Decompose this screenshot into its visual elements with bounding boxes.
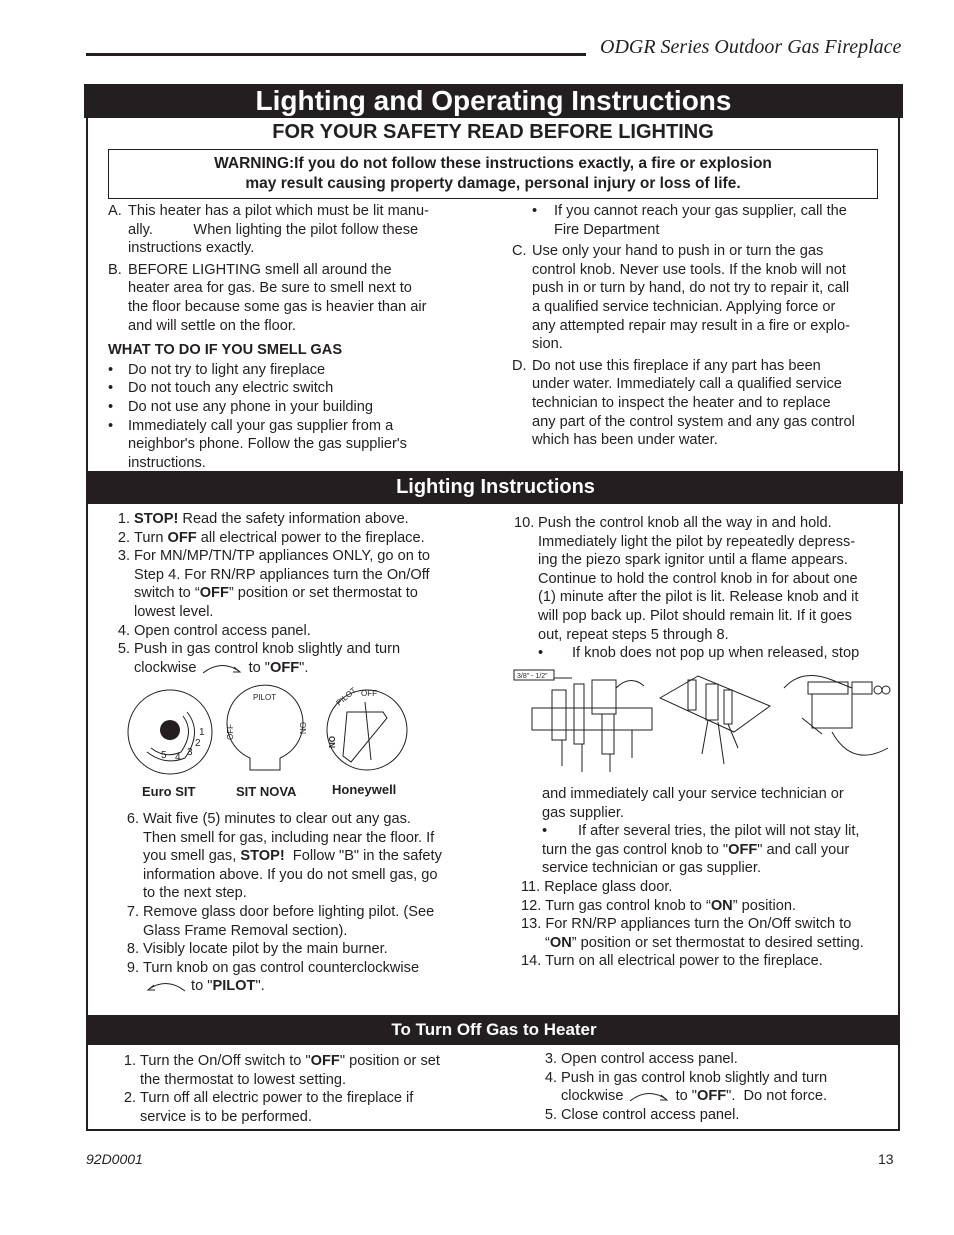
turn-off-right-column xyxy=(535,1050,895,1124)
sit-nova-label: SIT NOVA xyxy=(236,784,297,799)
clockwise-arrow-icon xyxy=(201,661,245,675)
series-title: ODGR Series Outdoor Gas Fireplace xyxy=(600,36,902,58)
step-1: 1. STOP! Read the safety information above. xyxy=(117,511,409,527)
step-7: 7. Remove glass door before lighting pilot. (See Glass Frame Removal section). xyxy=(126,903,435,939)
step-12: 12. Turn gas control knob to “ON” position. xyxy=(521,897,796,914)
step-11: 11. Replace glass door. xyxy=(521,878,673,895)
step-3: 3. For MN/MP/TN/TP appliances ONLY, go on to Step 4. For RN/RP appliances turn the On/Off switch to “OFF” position or set thermostat to lowest level. xyxy=(117,548,431,620)
safety-left-column xyxy=(108,202,468,472)
pilot-assembly-3 xyxy=(784,676,890,756)
clockwise-arrow-icon xyxy=(628,1089,672,1103)
turn-off-step-5: 5. Close control access panel. xyxy=(544,1106,740,1123)
safety-item-a: A. This heater has a pilot which must be lit manu- ally. When lighting the pilot follow these instructions exactly. xyxy=(108,203,429,257)
safety-item-b: B. BEFORE LIGHTING smell all around the heater area for gas. Be sure to smell next to the floor because some gas is heavier than air and will settle on the floor. xyxy=(108,261,427,334)
pilot-wont-stay-bullet: • If after several tries, the pilot will not stay lit, turn the gas control knob to "OFF" and call your service technician or gas supplier. xyxy=(542,823,860,877)
turn-off-step-3: 3. Open control access panel. xyxy=(544,1051,738,1067)
header-rule xyxy=(86,53,586,56)
honeywell-pilot-label: PILOT xyxy=(334,685,359,708)
lighting-left-column xyxy=(108,510,488,677)
safety-right-column xyxy=(512,202,892,450)
warning-box xyxy=(108,149,878,199)
step-14: 14. Turn on all electrical power to the fireplace. xyxy=(521,953,823,970)
doc-number: 92D0001 xyxy=(86,1151,143,1167)
step-2: 2. Turn OFF all electrical power to the fireplace. xyxy=(117,529,425,546)
step-6: 6. Wait five (5) minutes to clear out any gas. Then smell for gas, including near the floor. If you smell gas, STOP! Follow "B" in the safety information above. If you do not smell gas, go to the next step. xyxy=(126,811,442,902)
step-10-continued: and immediately call your service technician or gas supplier. xyxy=(542,786,844,821)
turn-off-left-column xyxy=(114,1052,484,1126)
euro-dial-number: 1 xyxy=(199,727,205,738)
euro-sit-label: Euro SIT xyxy=(142,784,196,799)
euro-dial-number: 2 xyxy=(195,738,201,749)
honeywell-off-label: OFF xyxy=(361,689,377,698)
fire-dept-bullet: • If you cannot reach your gas supplier, call the Fire Department xyxy=(532,203,847,238)
step-8: 8. Visibly locate pilot by the main burner. xyxy=(126,941,388,958)
gas-knob-illustrations xyxy=(125,682,425,782)
pilot-assembly-1 xyxy=(514,670,652,772)
nova-off-label: OFF xyxy=(226,724,235,740)
step-9: 9. Turn knob on gas control counterclockwise to "PILOT". xyxy=(126,959,420,995)
pilot-assembly-2 xyxy=(660,676,770,764)
turn-off-heading: To Turn Off Gas to Heater xyxy=(88,1015,900,1045)
nova-pilot-label: PILOT xyxy=(253,693,277,702)
pilot-assembly-illustrations xyxy=(512,668,894,774)
euro-dial-number: 3 xyxy=(187,747,193,758)
warning-line-1: WARNING:If you do not follow these instructions exactly, a fire or explosion xyxy=(214,155,772,172)
honeywell-on-label: ON xyxy=(327,736,336,748)
smell-bullet: • Do not touch any electric switch xyxy=(108,380,334,397)
step-10: 10. Push the control knob all the way in and hold. Immediately light the pilot by repeatedly depress- ing the piezo spark ignitor until a flame appears. Continue to hold the control knob in for about one (1) minute after the pilot is lit. Release knob and it will pop back up. Pilot should remain lit. If it goes out, repeat steps 5 through 8. xyxy=(514,515,859,643)
smell-bullet: • Do not try to light any fireplace xyxy=(108,361,326,378)
page-number: 13 xyxy=(878,1151,894,1167)
smell-bullet: • Do not use any phone in your building xyxy=(108,398,374,415)
lighting-heading: Lighting Instructions xyxy=(88,471,903,504)
step-5: 5. Push in gas control knob slightly and turn clockwise to "OFF". xyxy=(117,641,401,676)
safety-item-c: C. Use only your hand to push in or turn the gas control knob. Never use tools. If the knob will not push in or turn by hand, do not try to repair it, call a qualified service technician. Applying force or any attempted repair may result in a fire or explo- sion. xyxy=(512,243,850,353)
turn-off-step-4: 4. Push in gas control knob slightly and turn clockwise to "OFF". Do not force. xyxy=(544,1069,828,1105)
honeywell-knob xyxy=(327,686,407,770)
smell-bullet: • Immediately call your gas supplier from a neighbor's phone. Follow the gas supplier's instructions. xyxy=(108,417,407,471)
smell-gas-heading: WHAT TO DO IF YOU SMELL GAS xyxy=(108,342,343,359)
euro-dial-number: 4 xyxy=(175,752,181,763)
safety-item-d: D. Do not use this fireplace if any part has been under water. Immediately call a qualified service technician to inspect the heater and to replace any part of the control system and any gas control which has been under water. xyxy=(512,357,855,449)
step-13: 13. For RN/RP appliances turn the On/Off switch to “ON” position or set thermostat to desired setting. xyxy=(521,916,864,951)
safety-heading: FOR YOUR SAFETY READ BEFORE LIGHTING xyxy=(272,121,714,143)
lighting-right-column xyxy=(514,514,894,663)
euro-sit-knob xyxy=(128,690,212,774)
main-title: Lighting and Operating Instructions xyxy=(84,84,903,118)
pilot-dimension-label: 3/8" - 1/2" xyxy=(517,673,548,680)
euro-dial-number: 5 xyxy=(161,750,167,761)
lighting-right-column-cont xyxy=(514,785,894,971)
turn-off-step-2: 2. Turn off all electric power to the fireplace if service is to be performed. xyxy=(123,1090,414,1125)
turn-off-step-1: 1. Turn the On/Off switch to "OFF" position or set the thermostat to lowest setting. xyxy=(123,1053,440,1088)
warning-line-2: may result causing property damage, personal injury or loss of life. xyxy=(245,175,741,192)
lighting-left-column-cont xyxy=(117,810,487,996)
sit-nova-knob xyxy=(226,685,307,770)
nova-on-label: ON xyxy=(298,722,307,734)
honeywell-label: Honeywell xyxy=(332,782,397,797)
knob-popup-bullet: • If knob does not pop up when released, stop xyxy=(538,645,860,662)
counterclockwise-arrow-icon xyxy=(145,979,187,993)
step-4: 4. Open control access panel. xyxy=(117,622,311,639)
